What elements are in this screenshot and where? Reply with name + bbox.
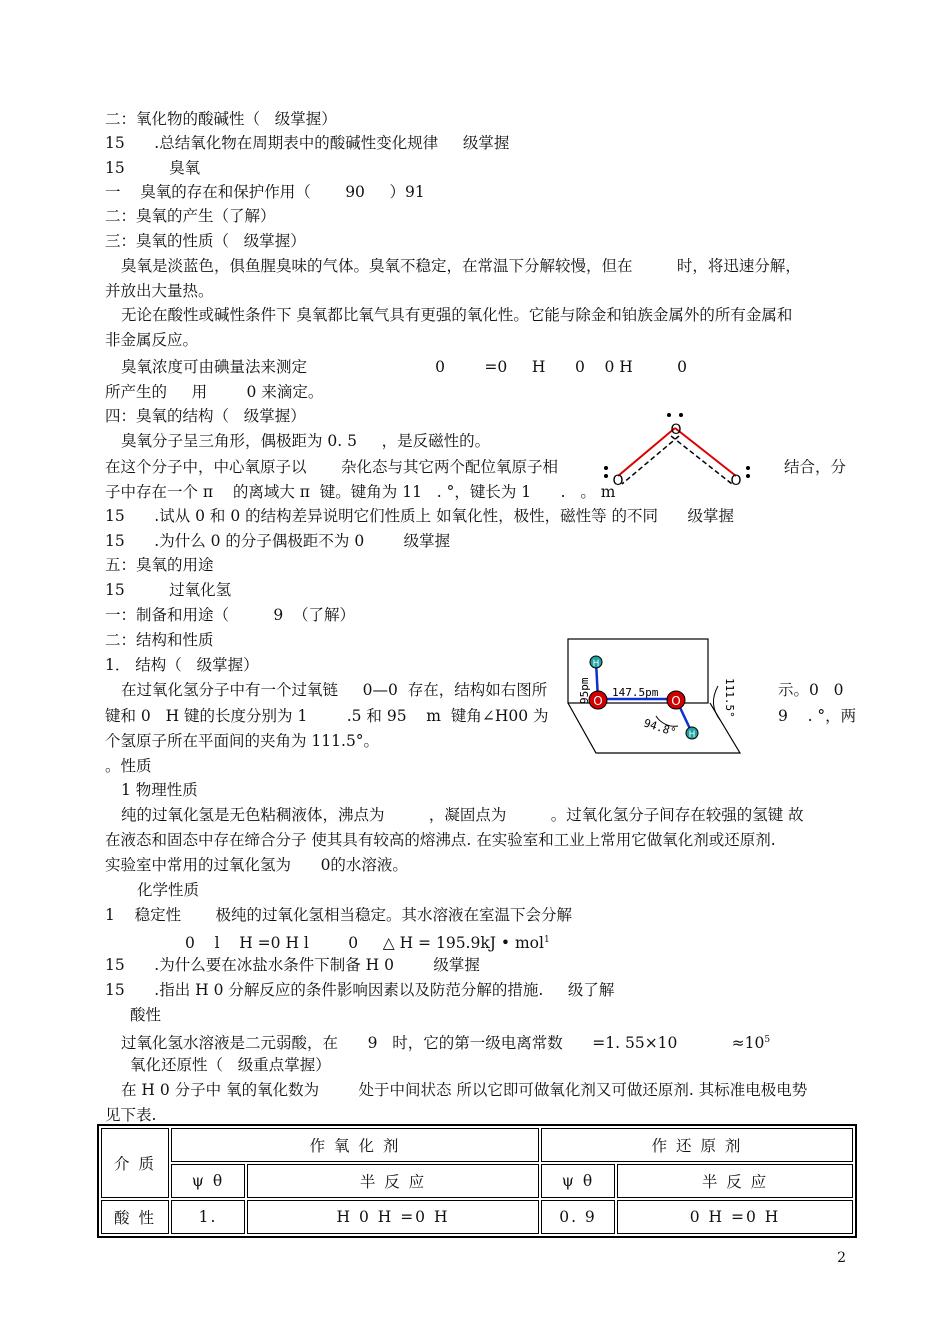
table-cell: 0 H =0 H <box>617 1200 853 1234</box>
table-cell: ψ θ <box>171 1164 245 1198</box>
text-line: 9 . °，两 <box>778 707 857 725</box>
text-line: 15 .总结氧化物在周期表中的酸碱性变化规律 级掌握 <box>105 134 510 152</box>
red-bond-line <box>618 428 675 476</box>
dihedral-angle-label: 111.5° <box>723 678 736 718</box>
ozone-structure-diagram <box>596 410 766 490</box>
superscript: 1 <box>543 935 550 945</box>
text-span: 过氧化氢水溶液是二元弱酸，在 9 时，它的第一级电离常数 =1. 55×10 ≈10 <box>121 1034 765 1053</box>
svg-text:H: H <box>688 730 696 740</box>
dashed-bond-line <box>671 436 732 484</box>
table-cell: 介 质 <box>101 1128 169 1198</box>
bond-angle-label: 94.8° <box>642 716 678 740</box>
table-cell: 作 氧 化 剂 <box>171 1128 539 1162</box>
text-line: 结合，分 <box>784 458 847 476</box>
red-bond-line <box>675 428 736 476</box>
text-line: 键和 0 H 键的长度分别为 1 .5 和 95 m 键角∠H00 为 <box>105 707 549 725</box>
equation-line <box>185 929 550 954</box>
atom-label: O <box>670 422 682 438</box>
text-line: 并放出大量热。 <box>105 282 214 300</box>
table-cell: 0. 9 <box>541 1200 615 1234</box>
section-heading: 15 过氧化氢 <box>105 581 232 599</box>
text-line: 四：臭氧的结构（ 级掌握） <box>105 407 306 425</box>
text-line: 三：臭氧的性质（ 级掌握） <box>105 232 306 250</box>
text-line: 二：结构和性质 <box>105 631 214 649</box>
text-line: 所产生的 用 0 来滴定。 <box>105 383 324 401</box>
table-cell: 半 反 应 <box>617 1164 853 1198</box>
bond-length-label: 95pm <box>578 677 591 704</box>
text-line: 个氢原子所在平面间的夹角为 111.5°。 <box>105 732 380 750</box>
table-cell: 酸 性 <box>101 1200 169 1234</box>
text-line: 纯的过氧化氢是无色粘稠液体，沸点为 ，凝固点为 。过氧化氢分子间存在较强的氢键 故 <box>121 806 804 824</box>
atom-label: O <box>612 473 624 489</box>
page-number: 2 <box>837 1250 846 1266</box>
text-line: 见下表. <box>105 1106 157 1124</box>
text-line: 1． 结构（ 级掌握） <box>105 656 259 674</box>
table-row <box>101 1128 853 1162</box>
text-line: 在 H 0 分子中 氧的氧化数为 处于中间状态 所以它即可做氧化剂又可做还原剂. 其标准电极电势 <box>121 1081 808 1099</box>
table-cell: 作 还 原 剂 <box>541 1128 853 1162</box>
table-cell: H 0 H =0 H <box>247 1200 539 1234</box>
text-line: 子中存在一个 π 的离域大 π 键。键角为 11 . °，键长为 1 . 。 m <box>105 483 616 501</box>
electrode-potential-table <box>97 1124 857 1238</box>
table-cell: ψ θ <box>541 1164 615 1198</box>
text-line: 一：制备和用途（ 9 （了解） <box>105 606 356 624</box>
text-line: 氧化还原性（ 级重点掌握） <box>130 1056 331 1074</box>
text-line: 二：臭氧的产生（了解） <box>105 207 276 225</box>
text-line: 。性质 <box>105 757 152 775</box>
h2o2-structure-diagram <box>560 636 770 758</box>
superscript: 5 <box>764 1035 771 1045</box>
text-line: 化学性质 <box>137 881 200 899</box>
svg-text:O: O <box>671 694 681 708</box>
text-line: 实验室中常用的过氧化氢为 0的水溶液。 <box>105 856 408 874</box>
text-line: 臭氧浓度可由碘量法来测定 0 =0 H 0 0 H 0 <box>121 358 688 376</box>
atom-label: O <box>730 473 742 489</box>
text-line: 15 .为什么要在冰盐水条件下制备 H 0 级掌握 <box>105 956 480 974</box>
text-line: 无论在酸性或碱性条件下 臭氧都比氧气具有更强的氧化性。它能与除金和铂族金属外的所有金属和 <box>121 306 793 324</box>
text-line: 示。0 0 <box>778 681 844 699</box>
text-line: 15 .试从 0 和 0 的结构差异说明它们性质上 如氧化性，极性，磁性等 的不同 级掌握 <box>105 507 735 525</box>
text-line: 1 稳定性 极纯的过氧化氢相当稳定。其水溶液在室温下会分解 <box>105 906 573 924</box>
text-line: 在过氧化氢分子中有一个过氧链 0—0 存在，结构如右图所 <box>121 681 548 699</box>
dashed-bond-line <box>622 436 679 484</box>
table-row <box>101 1200 853 1234</box>
svg-text:H: H <box>592 659 600 669</box>
text-line: 二：氧化物的酸碱性（ 级掌握） <box>105 110 337 128</box>
bond-length-label: 147.5pm <box>612 686 659 699</box>
dihedral-arc <box>713 686 720 720</box>
text-line: 在液态和固态中存在缔合分子 使其具有较高的熔沸点. 在实验室和工业上常用它做氧化剂或还原剂. <box>105 831 776 849</box>
svg-text:O: O <box>593 694 603 708</box>
text-line: 15 .指出 H 0 分解反应的条件影响因素以及防范分解的措施. 级了解 <box>105 981 615 999</box>
text-line: 臭氧是淡蓝色，俱鱼腥臭味的气体。臭氧不稳定，在常温下分解较慢，但在 时，将迅速分解， <box>121 257 801 275</box>
text-line: 臭氧分子呈三角形，偶极距为 0. 5 ，是反磁性的。 <box>121 432 491 450</box>
table-cell: 1. <box>171 1200 245 1234</box>
text-line: 五：臭氧的用途 <box>105 556 214 574</box>
equation-text: 0 l H =0 H l 0 △ H = 195.9kJ • mol <box>185 934 544 953</box>
text-line: 15 .为什么 0 的分子偶极距不为 0 级掌握 <box>105 532 451 550</box>
text-line: 在这个分子中，中心氧原子以 杂化态与其它两个配位氧原子相 <box>105 458 558 476</box>
table-cell: 半 反 应 <box>247 1164 539 1198</box>
text-line: 酸性 <box>130 1006 162 1024</box>
section-heading: 15 臭氧 <box>105 159 201 177</box>
text-line: 1 物理性质 <box>121 781 198 799</box>
text-line <box>105 1029 770 1054</box>
table-row <box>101 1164 853 1198</box>
text-line: 非金属反应。 <box>105 331 199 349</box>
text-line: 一 臭氧的存在和保护作用（ 90 ）91 <box>105 183 425 201</box>
